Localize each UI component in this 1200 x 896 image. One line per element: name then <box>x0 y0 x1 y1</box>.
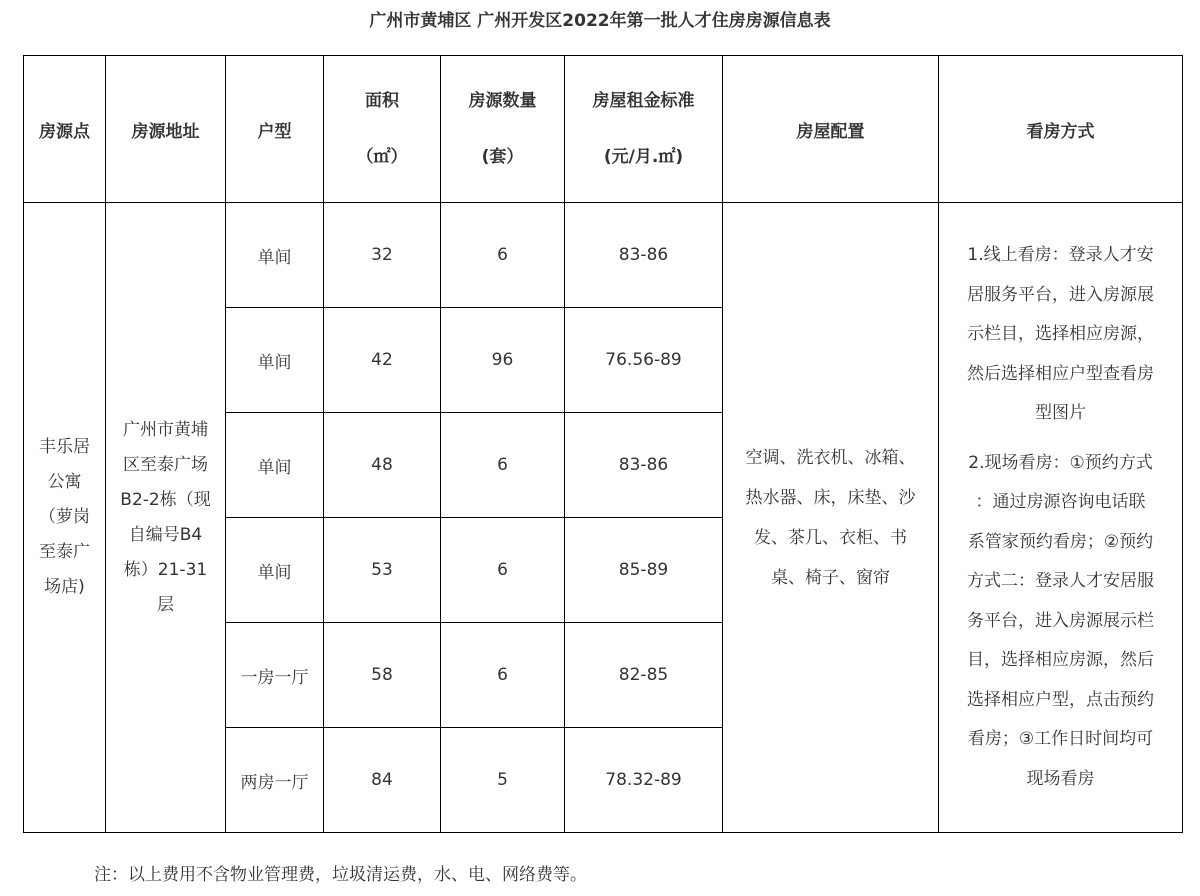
header-config: 房屋配置 <box>723 56 939 203</box>
header-row <box>24 56 1183 203</box>
config-line: 桌、椅子、窗帘 <box>771 567 890 588</box>
address-line: B2-2栋（现 <box>120 489 211 510</box>
viewing-line: 系管家预约看房；②预约 <box>967 531 1154 552</box>
type-cell: 两房一厅 <box>226 728 324 833</box>
viewing-line: 目，选择相应房源，然后 <box>967 650 1154 670</box>
address-cell <box>106 203 226 833</box>
site-cell <box>24 203 106 833</box>
count-cell: 6 <box>441 203 565 308</box>
header-rent-label: 房屋租金标准 <box>592 91 695 111</box>
viewing-line: 1.线上看房：登录人才安 <box>967 245 1154 265</box>
header-area-unit: （㎡） <box>356 147 408 167</box>
config-line: 空调、洗衣机、冰箱、 <box>745 447 916 468</box>
address-line: 自编号B4 <box>128 524 203 545</box>
rent-cell: 76.56-89 <box>565 308 723 413</box>
count-cell: 6 <box>441 518 565 623</box>
header-count-unit: (套） <box>481 147 524 167</box>
site-line: （萝岗 <box>39 507 90 527</box>
header-site: 房源点 <box>24 56 106 203</box>
viewing-line: 务平台，进入房源展示栏 <box>967 610 1154 631</box>
area-cell: 48 <box>324 413 441 518</box>
viewing-line: ：通过房源咨询电话联 <box>975 492 1146 512</box>
config-line: 发、茶几、衣柜、书 <box>754 527 907 548</box>
config-cell <box>723 203 939 833</box>
count-cell: 5 <box>441 728 565 833</box>
viewing-line: 现场看房 <box>1026 768 1095 789</box>
address-line: 广州市黄埔 <box>123 419 208 440</box>
table-row <box>24 203 1183 308</box>
site-line: 丰乐居 <box>39 437 90 457</box>
viewing-onsite <box>949 444 1172 800</box>
rent-cell: 83-86 <box>565 413 723 518</box>
rent-cell: 82-85 <box>565 623 723 728</box>
type-cell: 单间 <box>226 308 324 413</box>
count-cell: 6 <box>441 413 565 518</box>
viewing-line: 示栏目，选择相应房源， <box>967 324 1154 344</box>
header-area <box>324 56 441 203</box>
rent-cell: 83-86 <box>565 203 723 308</box>
area-cell: 32 <box>324 203 441 308</box>
rent-cell: 78.32-89 <box>565 728 723 833</box>
header-type: 户型 <box>226 56 324 203</box>
page-title: 广州市黄埔区 广州开发区2022年第一批人才住房房源信息表 <box>369 11 831 31</box>
type-cell: 单间 <box>226 518 324 623</box>
area-cell: 58 <box>324 623 441 728</box>
header-area-label: 面积 <box>365 91 399 111</box>
area-cell: 42 <box>324 308 441 413</box>
rent-cell: 85-89 <box>565 518 723 623</box>
viewing-line: 然后选择相应户型查看房 <box>967 363 1154 384</box>
viewing-cell <box>939 203 1183 833</box>
header-address: 房源地址 <box>106 56 226 203</box>
count-cell: 6 <box>441 623 565 728</box>
config-line: 热水器、床，床垫、沙 <box>745 487 916 508</box>
type-cell: 一房一厅 <box>226 623 324 728</box>
site-line: 至泰广 <box>39 542 90 562</box>
header-rent <box>565 56 723 203</box>
type-cell: 单间 <box>226 413 324 518</box>
housing-table <box>23 55 1183 833</box>
site-line: 公寓 <box>47 472 82 492</box>
type-cell: 单间 <box>226 203 324 308</box>
header-count-label: 房源数量 <box>468 91 537 111</box>
viewing-online <box>949 236 1172 434</box>
header-viewing: 看房方式 <box>939 56 1183 203</box>
site-line: 场店) <box>44 577 85 597</box>
viewing-line: 型图片 <box>1035 403 1086 423</box>
viewing-line: 2.现场看房：①预约方式 <box>968 452 1153 473</box>
count-cell: 96 <box>441 308 565 413</box>
area-cell: 53 <box>324 518 441 623</box>
viewing-line: 选择相应户型，点击预约 <box>967 689 1154 710</box>
viewing-line: 居服务平台，进入房源展 <box>967 284 1154 305</box>
footnote: 注：以上费用不含物业管理费，垃圾清运费，水、电、网络费等。 <box>94 865 587 885</box>
header-count <box>441 56 565 203</box>
viewing-line: 方式二：登录人才安居服 <box>967 571 1154 591</box>
viewing-line: 看房；③工作日时间均可 <box>967 729 1154 749</box>
address-line: 层 <box>157 594 174 615</box>
header-rent-unit: (元/月.㎡) <box>603 147 684 167</box>
address-line: 栋）21-31 <box>123 559 208 580</box>
address-line: 区至泰广场 <box>123 454 208 475</box>
area-cell: 84 <box>324 728 441 833</box>
